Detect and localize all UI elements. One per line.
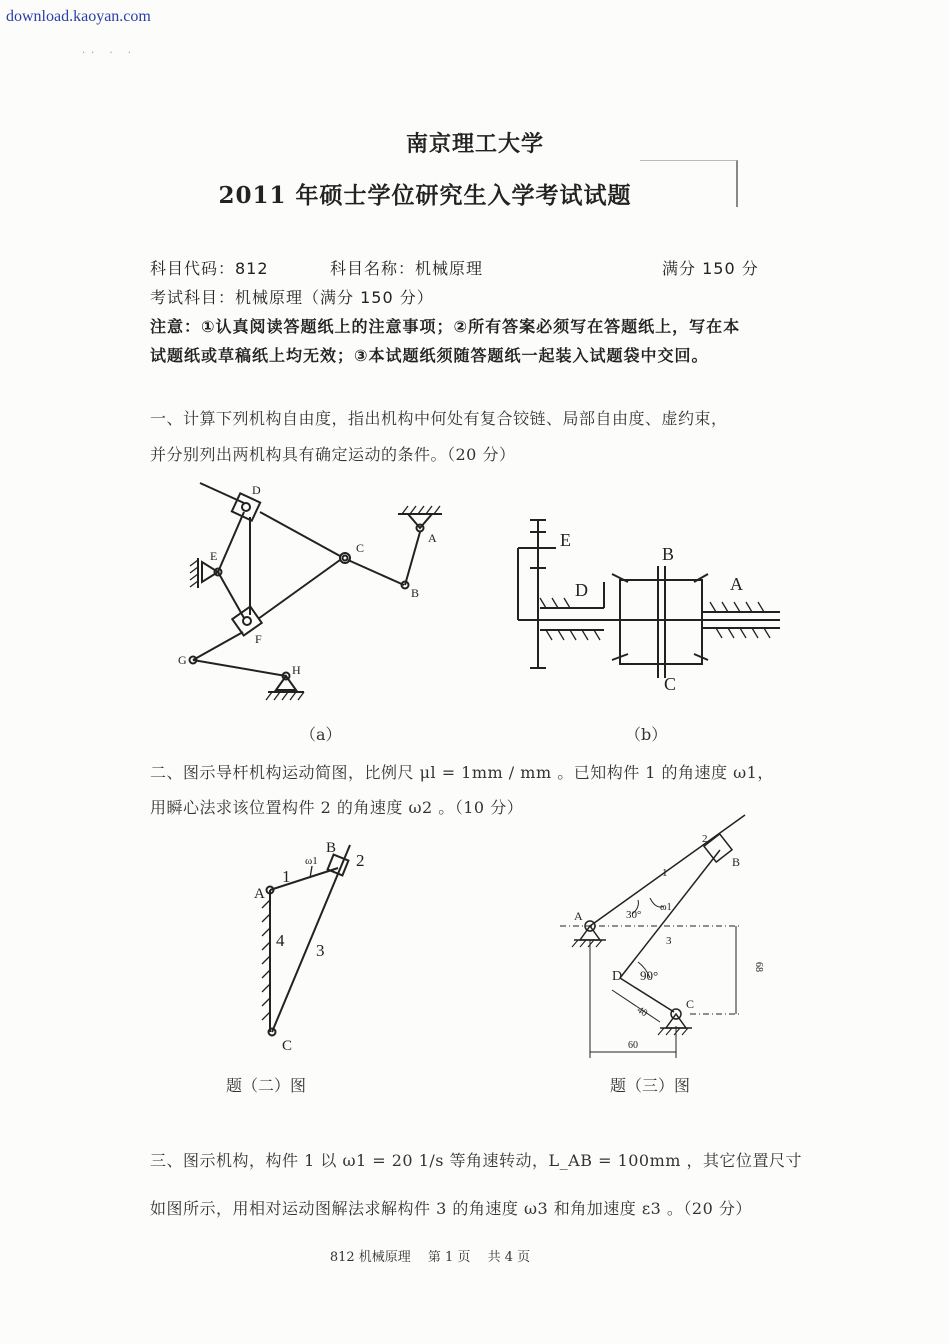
d-hatch <box>540 598 570 608</box>
q1-text-line-2: 并分别列出两机构具有确定运动的条件。（20 分） <box>150 445 516 464</box>
ground-support-c-q3 <box>666 1014 686 1028</box>
label-b-e: E <box>560 530 571 550</box>
joint-c-inner <box>343 556 348 561</box>
link-f-c <box>258 560 340 619</box>
caption-q2: 题（二）图 <box>226 1076 307 1095</box>
label-q3-60: 60 <box>628 1040 638 1051</box>
frame-hatch-4 <box>262 900 270 1020</box>
crank-link-1 <box>270 868 338 890</box>
q3-text-line-2: 如图所示，用相对运动图解法求解构件 3 的角速度 ω3 和角加速度 ε3 。（20 分） <box>150 1199 752 1218</box>
label-q3-68: 68 <box>753 962 764 972</box>
shaft-a-upper-hatch <box>710 602 764 612</box>
scan-specks: ·· · · <box>82 48 138 59</box>
label-a-g: G <box>178 653 187 667</box>
watermark-url[interactable]: download.kaoyan.com <box>6 8 151 25</box>
full-score: 满分 150 分 <box>662 259 759 278</box>
ground-hatch-a-q3 <box>572 940 602 947</box>
label-q3-3: 3 <box>666 935 672 947</box>
ground-support-h <box>276 676 296 690</box>
figure-q3 <box>560 815 764 1058</box>
notice-line-1: 注意：①认真阅读答题纸上的注意事项；②所有答案必须写在答题纸上，写在本 <box>150 317 741 336</box>
label-q2-2: 2 <box>356 851 365 870</box>
label-q3-d: D <box>612 969 623 984</box>
subject-code: 科目代码：812 <box>150 259 269 278</box>
label-q3-40: 40 <box>634 1004 650 1020</box>
label-b-c: C <box>664 674 677 694</box>
ground-support-a <box>408 514 432 528</box>
joint-d <box>242 503 250 511</box>
q2-text-line-2: 用瞬心法求该位置构件 2 的角速度 ω2 。（10 分） <box>150 798 524 817</box>
q2-text-line-1: 二、图示导杆机构运动简图，比例尺 μl = 1mm / mm 。已知构件 1 的角速度 ω1， <box>150 763 774 782</box>
label-q3-b: B <box>732 855 741 869</box>
link-b-a <box>405 532 420 585</box>
label-b-b: B <box>662 544 675 564</box>
label-a-a: A <box>428 531 437 545</box>
gear-housing <box>620 580 702 664</box>
label-q2-c: C <box>282 1038 293 1054</box>
notice-line-2: 试题纸或草稿纸上均无效；③本试题纸须随答题纸一起装入试题袋中交回。 <box>150 346 709 365</box>
q1-text-line-1: 一、计算下列机构自由度，指出机构中何处有复合铰链、局部自由度、虚约束， <box>150 409 728 428</box>
link-f-g <box>193 632 243 660</box>
ground-hatch-a <box>402 506 440 514</box>
link-e-f <box>218 572 244 618</box>
ground-support-a-q3 <box>580 926 600 940</box>
label-a-f: F <box>255 632 262 646</box>
label-q3-w1: ω1 <box>660 902 672 913</box>
ground-support-e <box>202 562 218 582</box>
shaft-a-lower-hatch <box>716 628 770 638</box>
link-d-e <box>218 512 244 572</box>
caption-q3: 题（三）图 <box>610 1076 691 1095</box>
label-b-d: D <box>575 580 588 600</box>
ground-hatch-e <box>190 560 198 587</box>
label-a-d: D <box>252 483 261 497</box>
label-q3-30: 30° <box>626 909 642 921</box>
joint-f <box>243 617 251 625</box>
link-d-c <box>260 512 340 556</box>
label-q2-4: 4 <box>276 931 285 950</box>
university-title: 南京理工大学 <box>405 131 544 157</box>
label-q2-w1: ω1 <box>305 855 318 867</box>
dim-40-line <box>612 990 660 1022</box>
label-q2-b: B <box>326 840 337 856</box>
label-a-e: E <box>210 549 218 563</box>
label-q3-2: 2 <box>702 833 708 845</box>
label-a-h: H <box>292 663 301 677</box>
figure-a <box>178 483 442 700</box>
exam-subject: 考试科目：机械原理（满分 150 分） <box>150 288 434 307</box>
label-q3-90: 90° <box>640 968 659 983</box>
ground-mid-hatch <box>546 630 600 640</box>
subject-name: 科目名称：机械原理 <box>330 259 484 278</box>
label-q3-a: A <box>574 909 583 923</box>
figure-b <box>518 520 780 694</box>
label-q2-3: 3 <box>316 941 325 960</box>
exam-title: 2011 年硕士学位研究生入学考试试题 <box>218 182 632 209</box>
label-q2-1: 1 <box>282 867 291 886</box>
link-c-b <box>348 560 404 585</box>
link-d-c-q3 <box>620 978 674 1012</box>
link-g-h <box>193 660 286 676</box>
label-b-a: A <box>730 574 743 594</box>
ground-hatch-h <box>266 692 304 700</box>
label-a-b: B <box>411 586 420 600</box>
caption-fig-a: （a） <box>300 725 342 744</box>
slider-d <box>232 493 260 520</box>
figure-q2 <box>254 840 365 1054</box>
page-footer: 812 机械原理 第 1 页 共 4 页 <box>329 1250 531 1265</box>
slider-2-q3 <box>704 834 732 862</box>
label-q3-c: C <box>686 997 695 1011</box>
q3-text-line-1: 三、图示机构，构件 1 以 ω1 = 20 1/s 等角速转动，L_AB = 100mm ，其它位置尺寸 <box>150 1151 803 1170</box>
label-a-c: C <box>356 541 365 555</box>
label-q3-1: 1 <box>662 867 668 879</box>
ground-hatch-c-q3 <box>658 1028 688 1035</box>
label-q2-a: A <box>254 886 265 902</box>
caption-fig-b: （b） <box>625 725 668 744</box>
